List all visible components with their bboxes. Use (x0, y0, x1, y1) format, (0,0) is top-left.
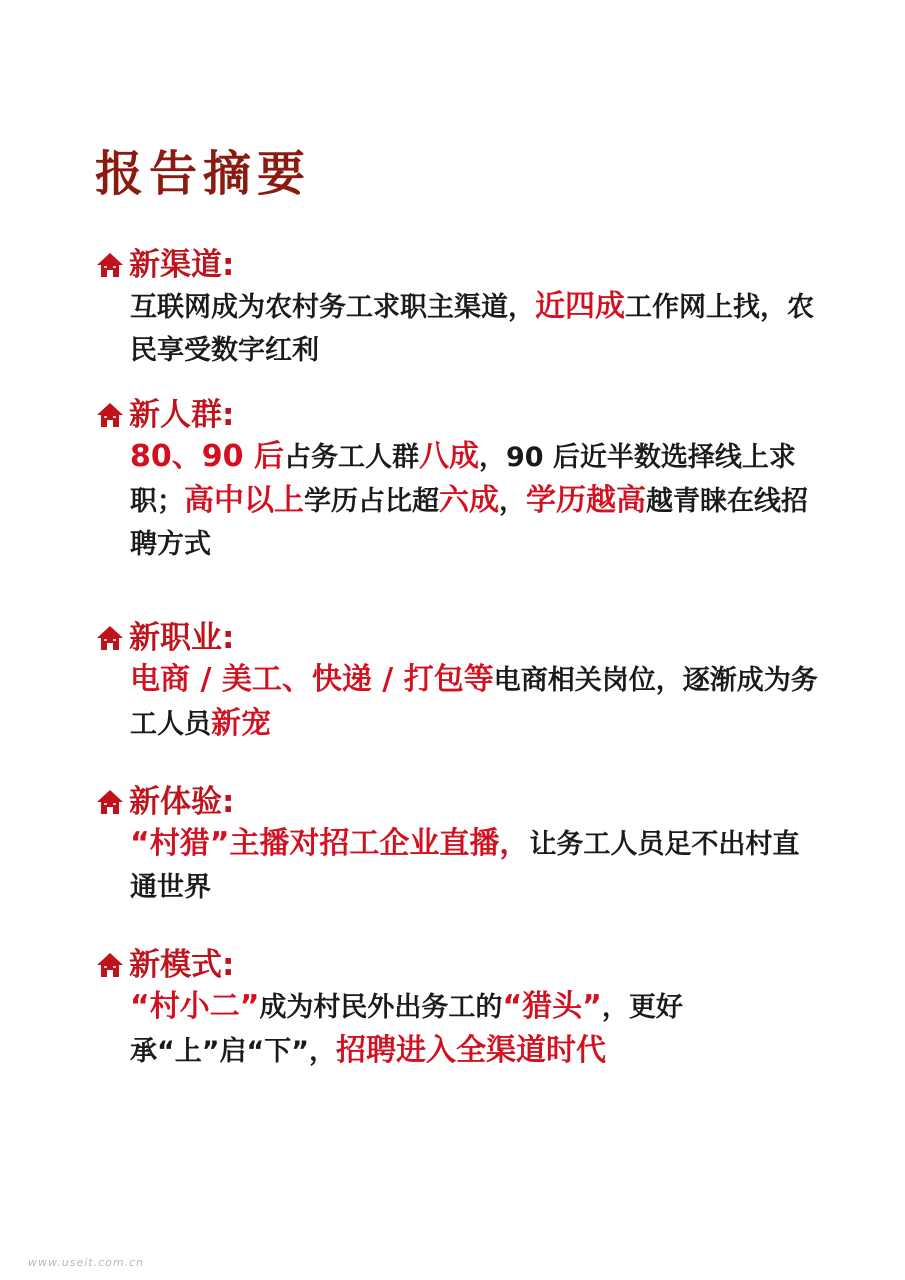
highlight-segment: 近四成 (535, 289, 625, 324)
text-segment: 学历占比超 (304, 486, 439, 517)
section-body (130, 285, 825, 372)
text-segment: 工作网上找，农民享受数字红利 (130, 292, 814, 366)
text-segment: 占务工人群 (283, 442, 419, 473)
highlight-segment: 六成 (439, 483, 499, 518)
section-body (130, 985, 825, 1073)
house-icon (95, 950, 125, 980)
section-new-experience (95, 782, 825, 909)
highlight-segment: 新宠 (211, 706, 271, 741)
text-segment: 成为村民外出务工的 (259, 992, 503, 1023)
house-icon (95, 400, 125, 430)
section-body (130, 658, 825, 746)
section-header (95, 245, 825, 285)
highlight-segment: 学历越高 (526, 483, 646, 518)
section-heading: 新体验: (129, 783, 235, 820)
section-heading: 新人群: (129, 396, 235, 433)
highlight-segment: “猎头” (502, 989, 602, 1024)
highlight-segment: 招聘进入全渠道时代 (335, 1033, 606, 1068)
highlight-segment: “村小二” (130, 989, 260, 1024)
highlight-segment: 电商 / 美工、快递 / 打包等 (130, 662, 494, 697)
section-header (95, 395, 825, 435)
section-new-channel (95, 245, 825, 372)
page-title: 报告摘要 (95, 146, 312, 202)
text-segment: 让务工人员足不出村直通世界 (130, 829, 800, 903)
highlight-segment: “村猎”主播对招工企业直播， (130, 826, 530, 861)
section-header (95, 782, 825, 822)
section-new-mode (95, 945, 825, 1073)
text-segment: 越青睐在线招聘方式 (130, 486, 808, 560)
footer-watermark: www.useit.com.cn (28, 1256, 145, 1269)
house-icon (95, 787, 125, 817)
highlight-segment: 八成 (418, 439, 479, 474)
section-heading: 新职业: (129, 619, 235, 656)
section-new-group (95, 395, 825, 566)
text-segment: 电商相关岗位，逐渐成为务工人员 (130, 665, 818, 740)
section-body (130, 822, 825, 909)
text-segment: ， (499, 486, 526, 517)
text-segment: ，更好承“上”启“下”， (130, 992, 683, 1067)
house-icon (95, 250, 125, 280)
highlight-segment: 80、90 后 (130, 439, 284, 474)
house-icon (95, 623, 125, 653)
section-new-job (95, 618, 825, 746)
section-header (95, 618, 825, 658)
section-header (95, 945, 825, 985)
text-segment: ，90 后近半数选择线上求职； (130, 442, 796, 517)
section-heading: 新渠道: (129, 246, 235, 283)
section-heading: 新模式: (129, 946, 235, 983)
highlight-segment: 高中以上 (184, 483, 304, 518)
section-body (130, 435, 825, 566)
text-segment: 互联网成为农村务工求职主渠道， (130, 292, 535, 323)
